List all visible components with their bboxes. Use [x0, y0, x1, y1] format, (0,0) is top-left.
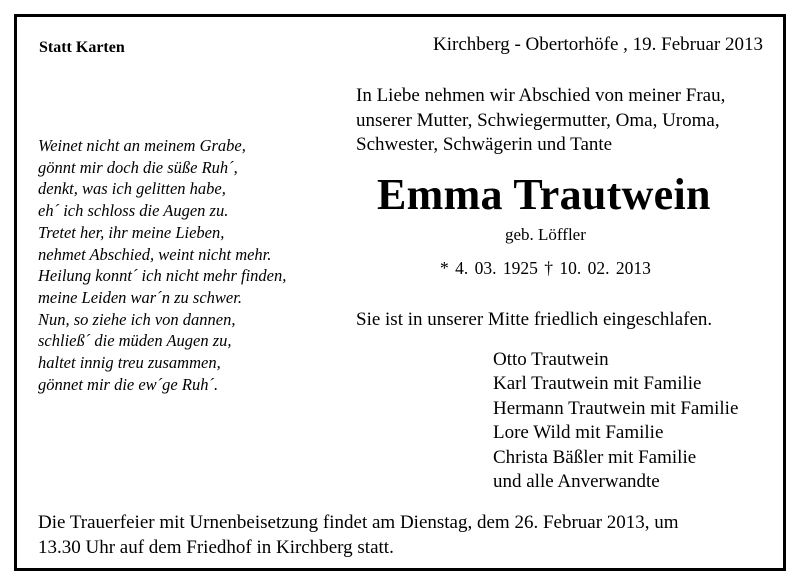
poem-line: gönnt mir doch die süße Ruh´, [38, 157, 238, 177]
family-member: Christa Bäßler mit Familie [493, 446, 697, 468]
intro-line: unserer Mutter, Schwiegermutter, Oma, Uroma, [356, 109, 720, 131]
family-member: und alle Anverwandte [493, 471, 660, 493]
funeral-info [38, 510, 679, 560]
poem-line: haltet innig treu zusammen, [38, 353, 221, 373]
poem-line: gönnet mir die ew´ge Ruh´. [38, 374, 219, 394]
deceased-name: Emma Trautwein [377, 170, 711, 219]
place-date-line: Kirchberg - Obertorhöfe , 19. Februar 2013 [433, 34, 763, 55]
poem-line: nehmet Abschied, weint nicht mehr. [38, 244, 272, 264]
poem [38, 135, 286, 395]
statt-karten-label: Statt Karten [39, 39, 125, 56]
family-member: Karl Trautwein mit Familie [493, 373, 702, 395]
intro-text [356, 84, 725, 158]
poem-line: schließ´ die müden Augen zu, [38, 331, 232, 351]
obituary-notice [14, 14, 786, 571]
birth-name: geb. Löffler [505, 225, 586, 244]
passing-statement: Sie ist in unserer Mitte friedlich eingeschlafen. [356, 309, 713, 330]
intro-line: In Liebe nehmen wir Abschied von meiner Frau, [356, 85, 726, 106]
family-member: Hermann Trautwein mit Familie [493, 397, 739, 419]
family-member: Otto Trautwein [493, 349, 609, 370]
poem-line: Tretet her, ihr meine Lieben, [38, 222, 225, 242]
poem-line: denkt, was ich gelitten habe, [38, 179, 226, 199]
life-dates: * 4. 03. 1925 † 10. 02. 2013 [440, 258, 651, 278]
funeral-info-line: Die Trauerfeier mit Urnenbeisetzung findet am Dienstag, dem 26. Februar 2013, um [38, 512, 679, 533]
funeral-info-line: 13.30 Uhr auf dem Friedhof in Kirchberg statt. [38, 537, 394, 558]
family-list [493, 348, 738, 494]
poem-line: Heilung konnt´ ich nicht mehr finden, [38, 266, 287, 286]
poem-line: Weinet nicht an meinem Grabe, [38, 136, 246, 155]
poem-line: meine Leiden war´n zu schwer. [38, 287, 242, 307]
family-member: Lore Wild mit Familie [493, 422, 664, 444]
poem-line: Nun, so ziehe ich von dannen, [38, 309, 236, 329]
poem-line: eh´ ich schloss die Augen zu. [38, 201, 229, 221]
intro-line: Schwester, Schwägerin und Tante [356, 134, 613, 155]
